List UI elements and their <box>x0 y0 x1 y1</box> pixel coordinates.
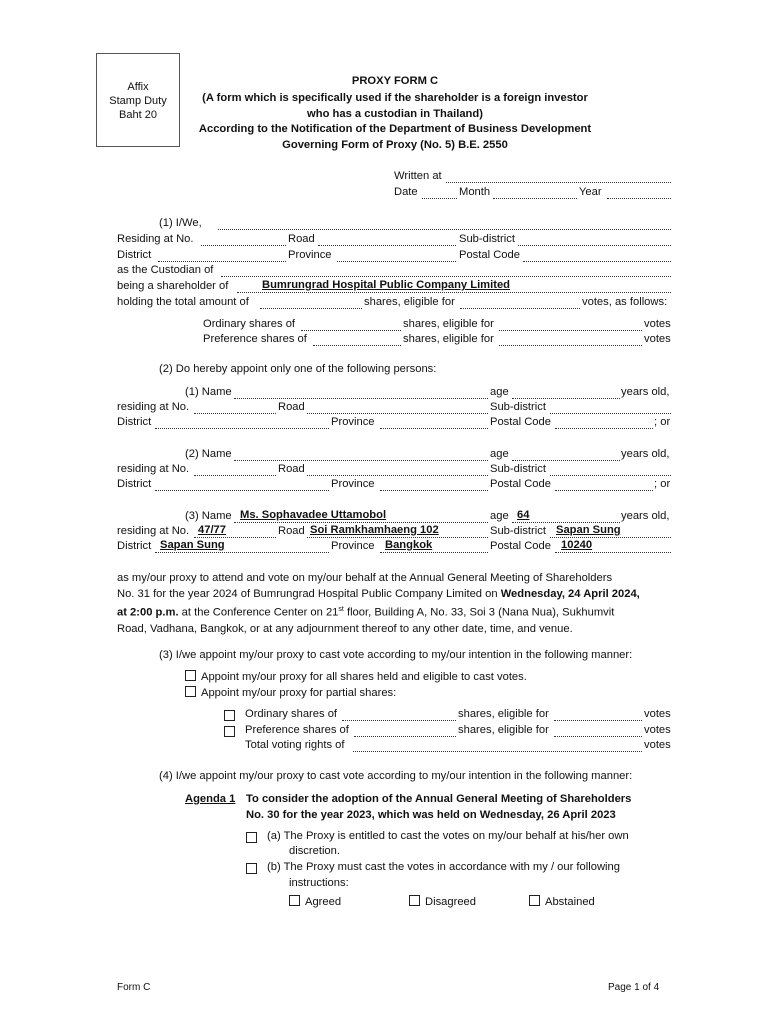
total-shares-field[interactable] <box>260 308 362 309</box>
form-subtitle: who has a custodian in Thailand) <box>307 108 483 120</box>
total-label: Total voting rights of <box>245 739 345 751</box>
p2-road-field[interactable] <box>307 475 488 476</box>
checkbox-icon[interactable] <box>224 726 235 737</box>
checkbox-icon[interactable] <box>409 895 420 906</box>
postal-field[interactable] <box>523 261 671 262</box>
p2-district-field[interactable] <box>155 490 329 491</box>
checkbox-icon[interactable] <box>246 832 257 843</box>
house-no-field[interactable] <box>201 245 286 246</box>
votes-label: votes <box>644 739 671 751</box>
checkbox-icon[interactable] <box>289 895 300 906</box>
p3-name-label: (3) Name <box>185 510 232 522</box>
shares-eligible-label: shares, eligible for <box>364 296 455 308</box>
p3-age-field[interactable] <box>512 522 620 523</box>
paragraph-line: as my/our proxy to attend and vote on my/our behalf at the Annual General Meeting of Shareholders <box>117 572 613 584</box>
p3-no-value: 47/77 <box>198 524 226 536</box>
form-title: PROXY FORM C <box>351 75 439 87</box>
or-label: ; or <box>654 478 671 490</box>
page-number: Page 1 of 4 <box>608 982 660 993</box>
s3-preference-shares-field[interactable] <box>354 736 456 737</box>
option-label: Appoint my/our proxy for partial shares: <box>201 687 397 699</box>
month-label: Month <box>459 186 491 198</box>
proxy-paragraph <box>117 570 677 637</box>
s3-ordinary-votes-field[interactable] <box>554 720 642 721</box>
paragraph-text: at the Conference Center on 21 <box>178 606 339 619</box>
postal-label: Postal Code <box>490 416 551 428</box>
checkbox-icon[interactable] <box>185 670 196 681</box>
option-b-text: (b) The Proxy must cast the votes in accordance with my / our following <box>267 861 620 873</box>
preference-label: Preference shares of <box>203 333 307 345</box>
checkbox-icon[interactable] <box>185 686 196 697</box>
vote-label: Abstained <box>545 896 595 908</box>
year-label: Year <box>579 186 602 198</box>
stamp-line: Affix <box>127 81 149 93</box>
p3-province-field[interactable] <box>380 552 488 553</box>
age-label: age <box>490 448 509 460</box>
p2-no-field[interactable] <box>194 475 276 476</box>
p1-subdistrict-field[interactable] <box>550 413 671 414</box>
paragraph-text: floor, Building A, No. 33, Soi 3 (Nana Nua), Sukhumvit <box>343 606 615 619</box>
form-subtitle: According to the Notification of the Department of Business Development <box>198 123 592 135</box>
votes-label: votes <box>644 708 671 720</box>
option-a-text: (a) The Proxy is entitled to cast the votes on my/our behalf at his/her own <box>267 830 629 842</box>
section4-label: (4) I/we appoint my/our proxy to cast vote according to my/our intention in the following manner: <box>159 770 633 782</box>
age-label: age <box>490 510 509 522</box>
option-b-text: instructions: <box>289 877 349 889</box>
p2-name-field[interactable] <box>234 460 488 461</box>
p2-age-field[interactable] <box>512 460 620 461</box>
superscript: st <box>338 606 344 613</box>
road-label: Road <box>278 401 305 413</box>
written-at-field[interactable] <box>446 182 671 183</box>
p2-postal-field[interactable] <box>555 490 653 491</box>
shares-eligible-label: shares, eligible for <box>458 724 549 736</box>
shareholder-label: being a shareholder of <box>117 280 229 292</box>
meeting-time: at 2:00 p.m. <box>117 606 179 619</box>
p3-postal-value: 10240 <box>561 539 593 551</box>
name-field[interactable] <box>218 229 671 230</box>
vote-label: Agreed <box>305 896 342 908</box>
holding-label: holding the total amount of <box>117 296 249 308</box>
province-label: Province <box>331 416 375 428</box>
district-field[interactable] <box>158 261 286 262</box>
p3-age-value: 64 <box>517 509 530 521</box>
road-label: Road <box>278 525 305 537</box>
ordinary-label: Ordinary shares of <box>203 318 296 330</box>
total-votes-field[interactable] <box>460 308 580 309</box>
s3-total-field[interactable] <box>353 751 642 752</box>
stamp-line: Baht 20 <box>119 109 157 121</box>
province-field[interactable] <box>337 261 456 262</box>
agenda-title: To consider the adoption of the Annual General Meeting of Shareholders <box>246 793 632 805</box>
agenda-label: Agenda 1 <box>185 793 236 805</box>
company-field[interactable] <box>237 292 671 293</box>
province-label: Province <box>288 249 332 261</box>
footer-form-label: Form C <box>117 982 151 993</box>
subdistrict-label: Sub-district <box>490 463 546 475</box>
checkbox-icon[interactable] <box>529 895 540 906</box>
option-label: Appoint my/our proxy for all shares held and eligible to cast votes. <box>201 671 527 683</box>
option-a-text: discretion. <box>289 845 340 857</box>
p3-residing-label: residing at No. <box>117 525 190 537</box>
ordinary-shares-field[interactable] <box>301 330 401 331</box>
p2-residing-label: residing at No. <box>117 463 190 475</box>
road-field[interactable] <box>318 245 456 246</box>
section2-label: (2) Do hereby appoint only one of the following persons: <box>159 363 437 375</box>
district-label: District <box>117 540 152 552</box>
checkbox-icon[interactable] <box>246 863 257 874</box>
shares-eligible-label: shares, eligible for <box>403 333 494 345</box>
p1-age-field[interactable] <box>512 398 620 399</box>
p3-province-value: Bangkok <box>385 539 433 551</box>
preference-votes-field[interactable] <box>499 345 642 346</box>
p1-no-field[interactable] <box>194 413 276 414</box>
date-label: Date <box>394 186 418 198</box>
form-subtitle: (A form which is specifically used if the shareholder is a foreign investor <box>202 92 588 104</box>
p3-subdistrict-value: Sapan Sung <box>556 524 621 536</box>
vote-agreed[interactable] <box>289 895 341 908</box>
p3-name-value: Ms. Sophavadee Uttamobol <box>240 509 387 521</box>
stamp-line: Stamp Duty <box>109 95 167 107</box>
p3-name-field[interactable] <box>234 522 488 523</box>
ordinary-label: Ordinary shares of <box>245 708 338 720</box>
years-old-label: years old, <box>621 510 670 522</box>
district-label: District <box>117 249 152 261</box>
years-old-label: years old, <box>621 448 670 460</box>
p2-subdistrict-field[interactable] <box>550 475 671 476</box>
form-subtitle: Governing Form of Proxy (No. 5) B.E. 2550 <box>282 139 508 151</box>
district-label: District <box>117 478 152 490</box>
or-label: ; or <box>654 416 671 428</box>
paragraph-text: No. 31 for the year 2024 of Bumrungrad Hospital Public Company Limited on <box>117 588 501 600</box>
p2-province-field[interactable] <box>380 490 488 491</box>
p1-postal-field[interactable] <box>555 428 653 429</box>
p1-province-field[interactable] <box>380 428 488 429</box>
votes-label: votes <box>644 318 671 330</box>
district-label: District <box>117 416 152 428</box>
subdistrict-field[interactable] <box>518 245 671 246</box>
p1-residing-label: residing at No. <box>117 401 190 413</box>
paragraph-line: Road, Vadhana, Bangkok, or at any adjournment thereof to any other date, time, and venue. <box>117 622 573 635</box>
p3-road-field[interactable] <box>307 537 488 538</box>
votes-label: votes <box>644 724 671 736</box>
p2-name-label: (2) Name <box>185 448 232 460</box>
p3-road-value: Soi Ramkhamhaeng 102 <box>310 524 439 536</box>
province-label: Province <box>331 540 375 552</box>
p1-name-field[interactable] <box>234 398 488 399</box>
subdistrict-label: Sub-district <box>459 233 515 245</box>
subdistrict-label: Sub-district <box>490 401 546 413</box>
age-label: age <box>490 386 509 398</box>
shares-eligible-label: shares, eligible for <box>403 318 494 330</box>
p1-road-field[interactable] <box>307 413 488 414</box>
p1-district-field[interactable] <box>155 428 329 429</box>
written-at-label: Written at <box>394 170 442 182</box>
p1-name-label: (1) Name <box>185 386 232 398</box>
year-field[interactable] <box>607 198 671 199</box>
custodian-label: as the Custodian of <box>117 264 214 276</box>
company-value: Bumrungrad Hospital Public Company Limited <box>262 279 511 291</box>
preference-shares-field[interactable] <box>313 345 401 346</box>
vote-label: Disagreed <box>425 896 476 908</box>
p3-district-field[interactable] <box>155 552 329 553</box>
votes-label: votes <box>644 333 671 345</box>
agenda-title: No. 30 for the year 2023, which was held on Wednesday, 26 April 2023 <box>246 809 616 821</box>
residing-label: Residing at No. <box>117 233 194 245</box>
s3-ordinary-shares-field[interactable] <box>342 720 456 721</box>
option-partial-shares[interactable] <box>185 686 396 699</box>
p3-district-value: Sapan Sung <box>160 539 225 551</box>
meeting-date: Wednesday, 24 April 2024, <box>500 588 640 600</box>
checkbox-icon[interactable] <box>224 710 235 721</box>
date-field[interactable] <box>422 198 457 199</box>
vote-abstained[interactable] <box>529 895 595 908</box>
p3-postal-field[interactable] <box>555 552 671 553</box>
years-old-label: years old, <box>621 386 670 398</box>
road-label: Road <box>288 233 315 245</box>
section3-label: (3) I/we appoint my/our proxy to cast vote according to my/our intention in the following manner: <box>159 649 633 661</box>
postal-label: Postal Code <box>490 540 551 552</box>
vote-disagreed[interactable] <box>409 895 476 908</box>
shares-eligible-label: shares, eligible for <box>458 708 549 720</box>
p3-subdistrict-field[interactable] <box>550 537 671 538</box>
custodian-field[interactable] <box>221 276 671 277</box>
section1-label: (1) I/We, <box>159 217 202 229</box>
preference-label: Preference shares of <box>245 724 349 736</box>
postal-label: Postal Code <box>459 249 520 261</box>
votes-follows-label: votes, as follows: <box>582 296 668 308</box>
s3-preference-votes-field[interactable] <box>554 736 642 737</box>
subdistrict-label: Sub-district <box>490 525 546 537</box>
postal-label: Postal Code <box>490 478 551 490</box>
province-label: Province <box>331 478 375 490</box>
road-label: Road <box>278 463 305 475</box>
option-all-shares[interactable] <box>185 670 527 683</box>
month-field[interactable] <box>493 198 577 199</box>
p3-no-field[interactable] <box>194 537 276 538</box>
ordinary-votes-field[interactable] <box>499 330 642 331</box>
